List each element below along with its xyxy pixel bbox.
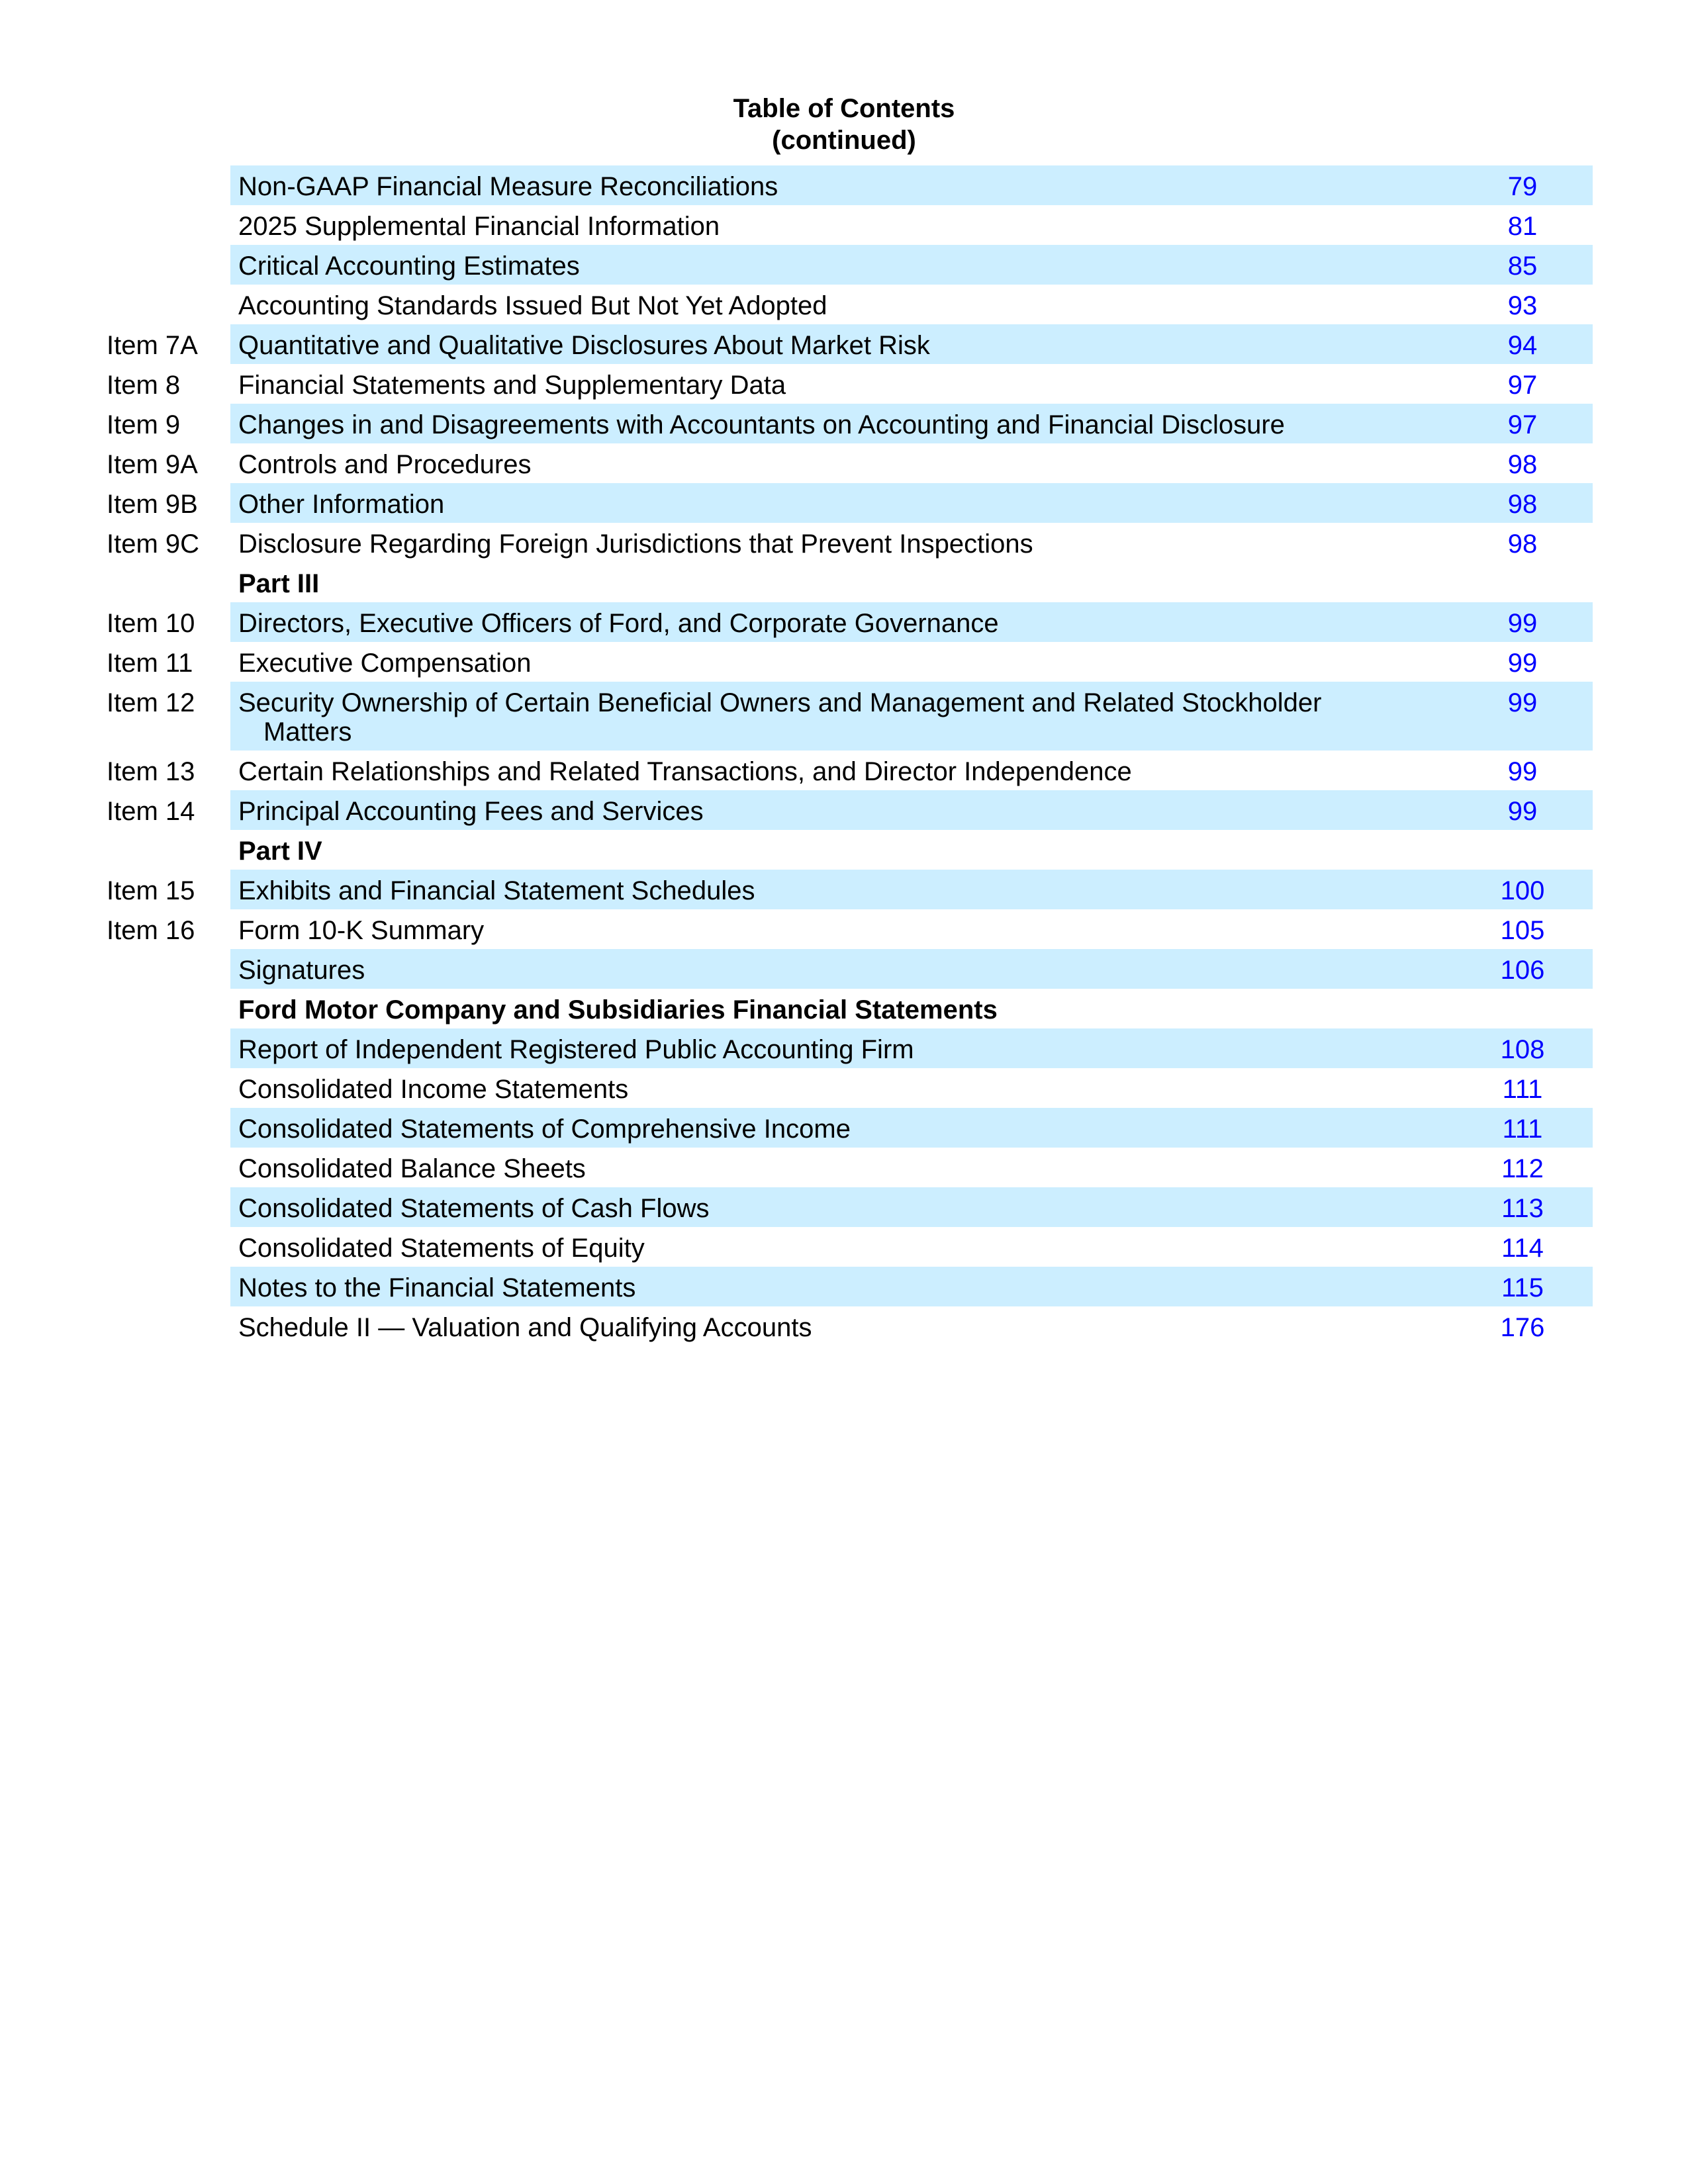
toc-row (0, 1187, 1688, 1227)
toc-row (0, 1267, 1688, 1306)
toc-row (0, 1068, 1688, 1108)
page-title: Table of Contents (733, 94, 955, 123)
toc-row (0, 602, 1688, 642)
page-number-link[interactable]: 81 (1507, 212, 1538, 241)
entry-title: Report of Independent Registered Public Accounting Firm (238, 1035, 914, 1064)
toc-row (0, 324, 1688, 364)
entry-title: Consolidated Income Statements (238, 1075, 629, 1104)
entry-title: Signatures (238, 956, 365, 985)
table-of-contents (0, 165, 1688, 1346)
toc-row (0, 909, 1688, 949)
item-number: Item 14 (107, 797, 195, 826)
entry-title: Consolidated Statements of Comprehensive Income (238, 1115, 851, 1144)
toc-row (0, 523, 1688, 563)
page-number-link[interactable]: 97 (1507, 410, 1538, 439)
item-number: Item 15 (107, 876, 195, 905)
toc-row (0, 364, 1688, 404)
page-number-link[interactable]: 97 (1507, 371, 1538, 400)
entry-title: Changes in and Disagreements with Accountants on Accounting and Financial Disclosure (238, 410, 1285, 439)
entry-title: Certain Relationships and Related Transactions, and Director Independence (238, 757, 1132, 786)
item-number: Item 9A (107, 450, 198, 479)
toc-row (0, 1108, 1688, 1148)
item-number: Item 9C (107, 529, 200, 559)
toc-row (0, 165, 1688, 205)
entry-title: Financial Statements and Supplementary Data (238, 371, 786, 400)
page-number-link[interactable]: 176 (1500, 1313, 1545, 1342)
entry-title-line-2: Matters (263, 717, 352, 747)
item-number: Item 11 (107, 649, 193, 678)
toc-row (0, 285, 1688, 324)
entry-title: Disclosure Regarding Foreign Jurisdictions that Prevent Inspections (238, 529, 1033, 559)
item-number: Item 7A (107, 331, 198, 360)
section-title: Ford Motor Company and Subsidiaries Financial Statements (238, 995, 998, 1024)
toc-row (0, 443, 1688, 483)
item-number: Item 16 (107, 916, 195, 945)
toc-row (0, 483, 1688, 523)
entry-title: Consolidated Statements of Cash Flows (238, 1194, 710, 1223)
page-number-link[interactable]: 85 (1507, 251, 1538, 281)
toc-section-heading (0, 563, 1688, 602)
toc-row (0, 1227, 1688, 1267)
toc-row (0, 1028, 1688, 1068)
page-number-link[interactable]: 99 (1507, 797, 1538, 826)
page-number-link[interactable]: 105 (1500, 916, 1545, 945)
entry-title: Consolidated Balance Sheets (238, 1154, 586, 1183)
entry-title: Executive Compensation (238, 649, 532, 678)
page-number-link[interactable]: 93 (1507, 291, 1538, 320)
entry-title: Controls and Procedures (238, 450, 532, 479)
page-subtitle: (continued) (772, 126, 916, 155)
item-number: Item 12 (107, 688, 195, 717)
page-number-link[interactable]: 99 (1507, 757, 1538, 786)
page-number-link[interactable]: 112 (1501, 1154, 1544, 1183)
page-number-link[interactable]: 111 (1502, 1115, 1543, 1144)
toc-row (0, 949, 1688, 989)
toc-row (0, 751, 1688, 790)
page-number-link[interactable]: 98 (1507, 450, 1538, 479)
toc-row (0, 642, 1688, 682)
entry-title: Schedule II — Valuation and Qualifying Accounts (238, 1313, 812, 1342)
section-title: Part IV (238, 837, 322, 866)
entry-title: 2025 Supplemental Financial Information (238, 212, 720, 241)
entry-title: Directors, Executive Officers of Ford, and Corporate Governance (238, 609, 999, 638)
entry-title: Form 10-K Summary (238, 916, 485, 945)
toc-row (0, 682, 1688, 751)
toc-row (0, 245, 1688, 285)
page-number-link[interactable]: 79 (1507, 172, 1538, 201)
page-number-link[interactable]: 98 (1507, 529, 1538, 559)
page-number-link[interactable]: 111 (1502, 1075, 1543, 1104)
entry-title: Quantitative and Qualitative Disclosures About Market Risk (238, 331, 930, 360)
toc-section-heading (0, 989, 1688, 1028)
page-number-link[interactable]: 108 (1500, 1035, 1545, 1064)
toc-row (0, 205, 1688, 245)
entry-title (238, 688, 1417, 747)
item-number: Item 9 (107, 410, 181, 439)
page-number-link[interactable]: 94 (1507, 331, 1538, 360)
item-number: Item 13 (107, 757, 195, 786)
page-number-link[interactable]: 115 (1501, 1273, 1544, 1302)
entry-title: Accounting Standards Issued But Not Yet Adopted (238, 291, 827, 320)
entry-title: Notes to the Financial Statements (238, 1273, 636, 1302)
entry-title: Non-GAAP Financial Measure Reconciliations (238, 172, 778, 201)
page-number-link[interactable]: 114 (1501, 1234, 1544, 1263)
entry-title: Consolidated Statements of Equity (238, 1234, 645, 1263)
toc-section-heading (0, 830, 1688, 870)
entry-title: Critical Accounting Estimates (238, 251, 580, 281)
entry-title: Exhibits and Financial Statement Schedules (238, 876, 755, 905)
page-number-link[interactable]: 99 (1507, 688, 1538, 717)
toc-row (0, 790, 1688, 830)
page-number-link[interactable]: 99 (1507, 609, 1538, 638)
item-number: Item 10 (107, 609, 195, 638)
page-number-link[interactable]: 100 (1500, 876, 1545, 905)
toc-row (0, 1306, 1688, 1346)
toc-row (0, 870, 1688, 909)
item-number: Item 9B (107, 490, 198, 519)
item-number: Item 8 (107, 371, 181, 400)
entry-title: Principal Accounting Fees and Services (238, 797, 704, 826)
page-number-link[interactable]: 99 (1507, 649, 1538, 678)
section-title: Part III (238, 569, 320, 598)
toc-row (0, 1148, 1688, 1187)
entry-title: Other Information (238, 490, 445, 519)
page-number-link[interactable]: 106 (1500, 956, 1545, 985)
page-number-link[interactable]: 98 (1507, 490, 1538, 519)
entry-title-line-1: Security Ownership of Certain Beneficial Owners and Management and Related Stockholder (238, 688, 1322, 717)
page-number-link[interactable]: 113 (1501, 1194, 1544, 1223)
toc-row (0, 404, 1688, 443)
